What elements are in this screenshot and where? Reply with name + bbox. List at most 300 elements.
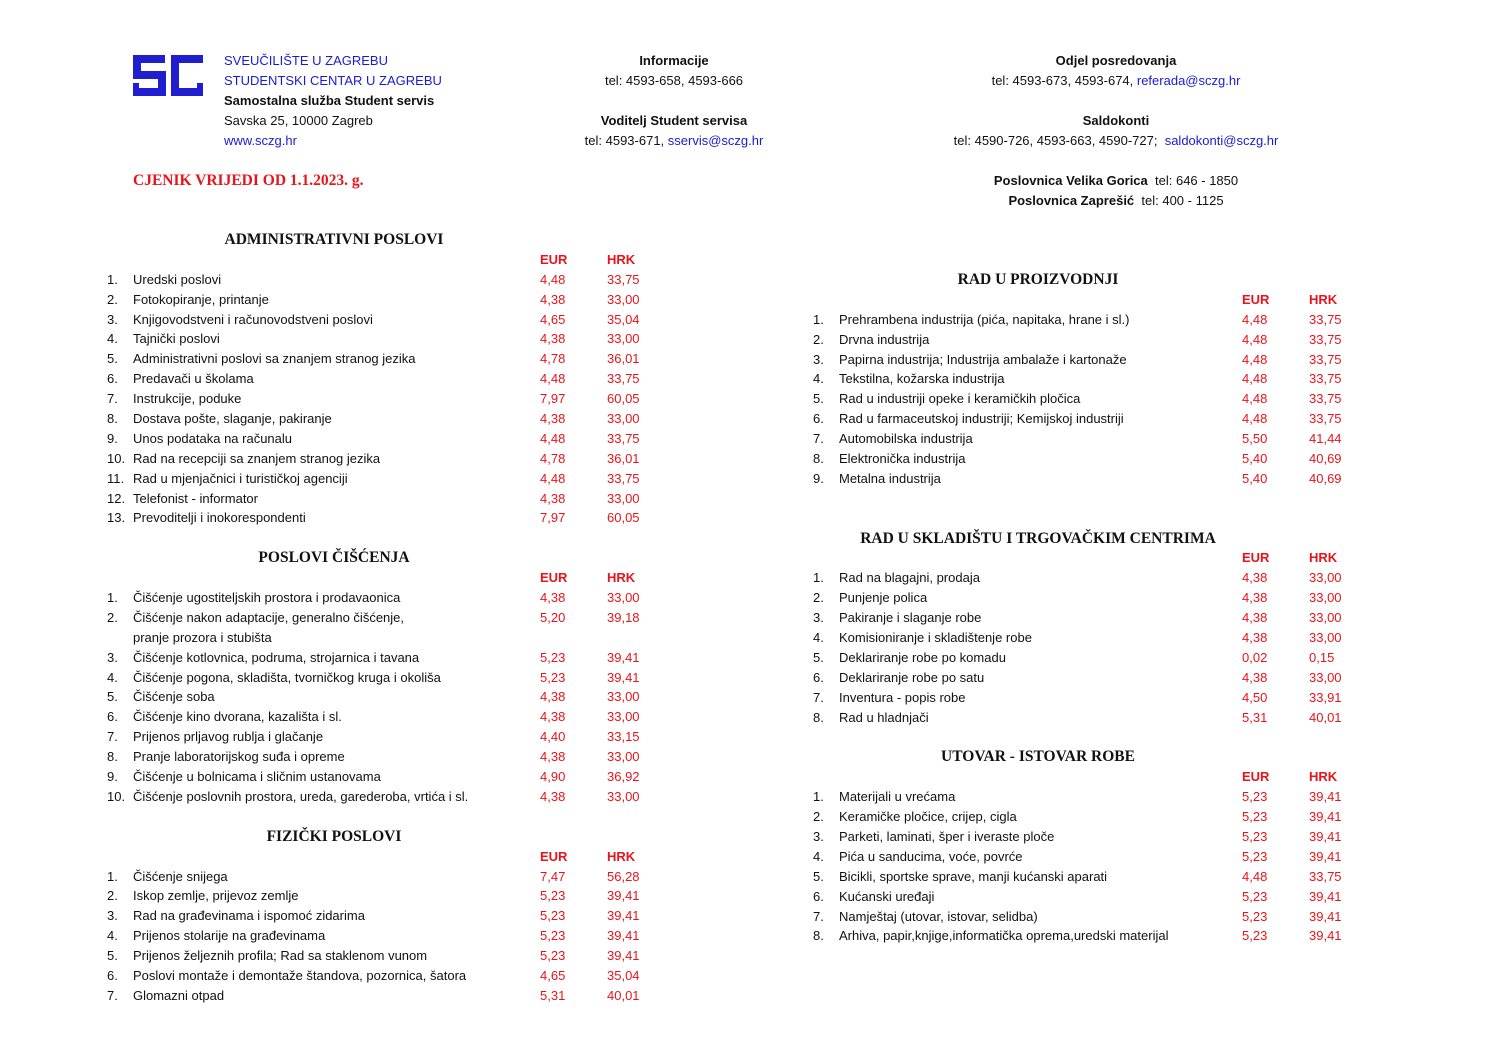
price-row [107, 409, 667, 429]
price-eur: 5,23 [540, 669, 566, 685]
item-number: 8. [107, 411, 118, 427]
price-eur: 5,23 [540, 649, 566, 665]
item-label: Rad na blagajni, prodaja [839, 570, 980, 586]
currency-header-row [813, 767, 1373, 787]
price-row [813, 449, 1373, 469]
price-hrk: 33,00 [607, 689, 640, 705]
price-row [107, 389, 667, 409]
price-hrk: 33,75 [1309, 311, 1342, 327]
price-hrk: 39,18 [607, 609, 640, 625]
item-label: Rad na recepciji sa znanjem stranog jezika [133, 450, 381, 466]
price-row [813, 668, 1373, 688]
item-label: Fotokopiranje, printanje [133, 291, 269, 307]
item-number: 3. [813, 351, 824, 367]
item-number: 6. [107, 709, 118, 725]
item-label: Rad u farmaceutskoj industriji; Kemijskoj industriji [839, 411, 1124, 427]
price-hrk: 35,04 [607, 967, 640, 983]
price-eur: 5,23 [540, 948, 566, 964]
section-title: UTOVAR - ISTOVAR ROBE [941, 748, 1135, 766]
item-label: Parketi, laminati, šper i iveraste ploče [839, 828, 1055, 844]
price-eur: 4,50 [1242, 689, 1268, 705]
item-label: Čišćenje snijega [133, 868, 228, 884]
price-eur: 5,23 [1242, 789, 1268, 805]
item-number: 9. [107, 769, 118, 785]
price-eur: 5,23 [1242, 928, 1268, 944]
price-row [107, 707, 667, 727]
spacer-row [813, 727, 1373, 747]
price-row [107, 787, 667, 807]
eur-header: EUR [1242, 550, 1270, 566]
price-row [813, 867, 1373, 887]
price-hrk: 39,41 [607, 948, 640, 964]
hrk-header: HRK [607, 251, 636, 267]
price-eur: 5,23 [540, 888, 566, 904]
section-title: RAD U PROIZVODNJI [957, 271, 1119, 288]
price-eur: 4,38 [1242, 590, 1268, 606]
price-hrk: 39,41 [1309, 789, 1342, 805]
org-block [224, 51, 442, 151]
item-label: Prijenos željeznih profila; Rad sa staklenom vunom [133, 948, 428, 964]
price-hrk: 35,04 [607, 311, 640, 327]
item-label: Bicikli, sportske sprave, manji kućanski aparati [839, 868, 1108, 884]
price-row [107, 290, 667, 310]
item-number: 4. [107, 331, 118, 347]
price-eur: 4,38 [540, 490, 566, 506]
item-label: Čišćenje ugostiteljskih prostora i prodavaonica [133, 590, 401, 606]
item-label: Deklariranje robe po satu [839, 669, 985, 685]
head-email-link[interactable]: sservis@sczg.hr [667, 133, 764, 148]
sc-logo [133, 55, 203, 96]
price-row [813, 787, 1373, 807]
price-eur: 4,38 [540, 291, 566, 307]
university-name: SVEUČILIŠTE U ZAGREBU [224, 53, 388, 68]
item-label: Materijali u vrećama [839, 789, 956, 805]
price-row [107, 867, 667, 887]
price-eur: 7,97 [540, 510, 566, 526]
info-block [524, 51, 824, 151]
price-eur: 4,48 [540, 430, 566, 446]
item-number: 2. [107, 888, 118, 904]
item-number: 2. [813, 809, 824, 825]
price-hrk: 56,28 [607, 868, 640, 884]
price-hrk: 39,41 [1309, 908, 1342, 924]
spacer-row [107, 807, 667, 827]
head-title: Voditelj Student servisa [600, 113, 748, 128]
item-label: Kućanski uređaji [839, 888, 935, 904]
item-number: 1. [813, 570, 824, 586]
item-label: Čišćenje kotlovnica, podruma, strojarnica i tavana [133, 649, 420, 665]
price-row [107, 966, 667, 986]
price-row [813, 847, 1373, 867]
price-row [107, 429, 667, 449]
item-number: 3. [107, 908, 118, 924]
item-number: 4. [813, 848, 824, 864]
price-hrk: 60,05 [607, 510, 640, 526]
head-tel: tel: 4593-671, [584, 133, 668, 148]
price-hrk: 36,01 [607, 351, 640, 367]
price-eur: 4,48 [1242, 331, 1268, 347]
item-number: 11. [107, 470, 125, 486]
item-label: Prijenos prljavog rublja i glačanje [133, 729, 324, 745]
item-label: Glomazni otpad [133, 987, 225, 1003]
price-hrk: 33,00 [1309, 630, 1342, 646]
item-number: 7. [107, 391, 118, 407]
price-row [107, 886, 667, 906]
price-row [107, 946, 667, 966]
price-validity: CJENIK VRIJEDI OD 1.1.2023. g. [133, 172, 364, 189]
item-number: 1. [107, 868, 118, 884]
item-number: 5. [107, 689, 118, 705]
section-title: FIZIČKI POSLOVI [266, 827, 402, 845]
price-row [107, 270, 667, 290]
item-number: 5. [813, 649, 824, 665]
item-label: Namještaj (utovar, istovar, selidba) [839, 908, 1038, 924]
price-row [107, 648, 667, 668]
eur-header: EUR [1242, 769, 1270, 785]
service-name: Samostalna služba Student servis [224, 93, 435, 108]
left-column [107, 230, 667, 1006]
item-number: 5. [813, 391, 824, 407]
item-number: 12. [107, 490, 126, 506]
item-number: 6. [813, 411, 824, 427]
price-row [107, 469, 667, 489]
item-number: 3. [813, 828, 824, 844]
item-number: 7. [813, 689, 824, 705]
price-eur: 5,23 [1242, 828, 1268, 844]
price-hrk: 33,00 [1309, 669, 1342, 685]
item-label: Komisioniranje i skladištenje robe [839, 630, 1032, 646]
section-heading-row [813, 529, 1373, 549]
saldo-email-link[interactable]: saldokonti@sczg.hr [1164, 133, 1279, 148]
price-row [107, 508, 667, 528]
item-label: Čišćenje pogona, skladišta, tvorničkog kruga i okoliša [133, 669, 441, 685]
item-label: Drvna industrija [839, 331, 930, 347]
zp-office: Poslovnica Zaprešić [1008, 193, 1135, 208]
item-number: 4. [813, 630, 824, 646]
price-row [813, 389, 1373, 409]
price-eur: 7,97 [540, 391, 566, 407]
price-hrk: 33,91 [1309, 689, 1342, 705]
item-label: Administrativni poslovi sa znanjem stranog jezika [133, 351, 416, 367]
item-number: 7. [813, 431, 824, 447]
price-hrk: 41,44 [1309, 431, 1342, 447]
price-eur: 4,48 [540, 470, 566, 486]
price-hrk: 33,15 [607, 729, 640, 745]
price-eur: 4,65 [540, 311, 566, 327]
item-label: Čišćenje nakon adaptacije, generalno čišćenje, [133, 609, 405, 625]
price-row [813, 310, 1373, 330]
eur-header: EUR [1242, 291, 1270, 307]
item-number: 2. [813, 590, 824, 606]
item-label: Instrukcije, poduke [133, 391, 242, 407]
price-hrk: 33,00 [607, 709, 640, 725]
item-label: Pakiranje i slaganje robe [839, 610, 982, 626]
item-number: 6. [107, 967, 118, 983]
item-number: 4. [107, 669, 118, 685]
price-hrk: 33,75 [607, 430, 640, 446]
price-row [813, 827, 1373, 847]
item-number: 5. [107, 948, 118, 964]
item-label: Prevoditelji i inokorespondenti [133, 510, 306, 526]
hrk-header: HRK [1309, 769, 1338, 785]
item-number: 6. [813, 669, 824, 685]
price-hrk: 33,00 [607, 749, 640, 765]
item-number: 5. [813, 868, 824, 884]
item-label: Elektronička industrija [839, 451, 966, 467]
vg-tel: tel: 646 - 1850 [1147, 173, 1239, 188]
price-hrk: 39,41 [1309, 848, 1342, 864]
item-label: Arhiva, papir,knjige,informatička oprema,uredski materijal [839, 928, 1169, 944]
item-label: Keramičke pločice, crijep, cigla [839, 809, 1017, 825]
price-eur: 5,31 [1242, 709, 1268, 725]
section-heading-row [107, 827, 667, 847]
section-title: ADMINISTRATIVNI POSLOVI [224, 231, 444, 248]
item-label: Punjenje polica [839, 590, 928, 606]
hrk-header: HRK [607, 848, 636, 864]
price-row [813, 807, 1373, 827]
item-number: 9. [813, 470, 824, 486]
item-label: Unos podataka na računalu [133, 430, 293, 446]
item-label: Knjigovodstveni i računovodstveni poslovi [133, 311, 373, 327]
saldo-title: Saldokonti [1082, 113, 1150, 128]
price-hrk: 36,01 [607, 450, 640, 466]
item-label: Automobilska industrija [839, 431, 973, 447]
website-link[interactable]: www.sczg.hr [224, 133, 297, 148]
price-hrk: 33,75 [1309, 391, 1342, 407]
price-hrk: 33,00 [607, 411, 640, 427]
price-row [813, 350, 1373, 370]
price-eur: 4,90 [540, 769, 566, 785]
item-label: Iskop zemlje, prijevoz zemlje [133, 888, 299, 904]
item-label: Čišćenje soba [133, 689, 215, 705]
price-row [813, 568, 1373, 588]
price-eur: 5,23 [1242, 908, 1268, 924]
section-title: RAD U SKLADIŠTU I TRGOVAČKIM CENTRIMA [860, 529, 1216, 547]
price-hrk: 40,69 [1309, 470, 1342, 486]
price-hrk: 0,15 [1309, 649, 1335, 665]
price-row [813, 648, 1373, 668]
section-heading-row [813, 270, 1373, 290]
price-eur: 5,23 [1242, 888, 1268, 904]
spacer-row [107, 528, 667, 548]
item-label: Predavači u školama [133, 371, 254, 387]
item-label: Poslovi montaže i demontaže štandova, pozornica, šatora [133, 967, 467, 983]
price-eur: 4,38 [540, 689, 566, 705]
zp-tel: tel: 400 - 1125 [1134, 193, 1224, 208]
item-label: Prijenos stolarije na građevinama [133, 928, 326, 944]
item-number: 9. [107, 430, 118, 446]
price-hrk: 33,00 [607, 331, 640, 347]
price-eur: 4,38 [1242, 630, 1268, 646]
price-hrk: 40,69 [1309, 451, 1342, 467]
eur-header: EUR [540, 848, 568, 864]
price-hrk: 40,01 [607, 987, 640, 1003]
item-label: Čišćenje u bolnicama i sličnim ustanovama [133, 769, 381, 785]
price-eur: 4,38 [1242, 669, 1268, 685]
info-title: Informacije [639, 53, 709, 68]
price-eur: 4,78 [540, 351, 566, 367]
price-eur: 5,40 [1242, 470, 1268, 486]
price-row [813, 907, 1373, 927]
item-number: 8. [813, 928, 824, 944]
price-hrk: 33,75 [607, 271, 640, 287]
price-hrk: 39,41 [1309, 888, 1342, 904]
section-heading-row [813, 747, 1373, 767]
price-hrk: 33,75 [1309, 868, 1342, 884]
price-row-continuation [107, 628, 667, 648]
price-eur: 4,38 [540, 788, 566, 804]
eur-header: EUR [540, 251, 568, 267]
price-hrk: 39,41 [1309, 828, 1342, 844]
price-eur: 4,38 [540, 749, 566, 765]
spacer-row [813, 509, 1373, 529]
price-eur: 4,78 [540, 450, 566, 466]
item-number: 6. [813, 888, 824, 904]
item-label: Inventura - popis robe [839, 689, 966, 705]
item-number: 1. [813, 789, 824, 805]
item-number: 10. [107, 450, 126, 466]
currency-header-row [813, 290, 1373, 310]
odjel-email-link[interactable]: referada@sczg.hr [1136, 73, 1241, 88]
price-eur: 7,47 [540, 868, 566, 884]
item-number: 4. [813, 371, 824, 387]
item-number: 8. [107, 749, 118, 765]
price-hrk: 33,00 [607, 590, 640, 606]
price-eur: 4,48 [1242, 371, 1268, 387]
section-heading-row [107, 548, 667, 568]
price-row [813, 429, 1373, 449]
section-title: POSLOVI ČIŠĆENJA [258, 549, 410, 567]
price-row [813, 688, 1373, 708]
price-hrk: 33,75 [1309, 371, 1342, 387]
center-name: STUDENTSKI CENTAR U ZAGREBU [224, 73, 442, 88]
price-eur: 5,23 [1242, 848, 1268, 864]
address: Savska 25, 10000 Zagreb [224, 113, 373, 128]
price-hrk: 33,00 [1309, 610, 1342, 626]
contacts-block [866, 51, 1366, 211]
item-label: Telefonist - informator [133, 490, 258, 506]
price-eur: 4,65 [540, 967, 566, 983]
item-label: Čišćenje kino dvorana, kazališta i sl. [133, 709, 342, 725]
item-number: 2. [107, 609, 118, 625]
price-row [813, 369, 1373, 389]
item-label: Metalna industrija [839, 470, 941, 486]
item-number: 1. [107, 271, 118, 287]
price-eur: 5,20 [540, 609, 566, 625]
item-number: 7. [107, 987, 118, 1003]
price-eur: 4,48 [1242, 311, 1268, 327]
item-label: Rad u hladnjači [839, 709, 929, 725]
price-hrk: 39,41 [607, 888, 640, 904]
currency-header-row [813, 548, 1373, 568]
price-row [813, 608, 1373, 628]
price-row [107, 608, 667, 628]
price-row [107, 687, 667, 707]
price-row [107, 986, 667, 1006]
price-row [813, 708, 1373, 728]
odjel-tel: tel: 4593-673, 4593-674, [991, 73, 1137, 88]
price-eur: 4,48 [1242, 351, 1268, 367]
price-row [107, 588, 667, 608]
price-eur: 4,38 [540, 331, 566, 347]
price-hrk: 39,41 [1309, 809, 1342, 825]
item-label: Rad u industriji opeke i keramičkih pločica [839, 391, 1081, 407]
price-row [107, 329, 667, 349]
currency-header-row [107, 250, 667, 270]
item-label: Tekstilna, kožarska industrija [839, 371, 1005, 387]
vg-office: Poslovnica Velika Gorica [993, 173, 1148, 188]
price-row [813, 887, 1373, 907]
price-eur: 5,50 [1242, 431, 1268, 447]
price-eur: 4,48 [1242, 411, 1268, 427]
price-eur: 4,38 [540, 411, 566, 427]
price-hrk: 33,75 [607, 371, 640, 387]
right-column [813, 270, 1373, 946]
spacer-row [813, 489, 1373, 509]
price-row [813, 330, 1373, 350]
price-row [107, 926, 667, 946]
item-number: 2. [813, 331, 824, 347]
price-hrk: 33,00 [607, 291, 640, 307]
item-number: 6. [107, 371, 118, 387]
price-eur: 5,31 [540, 987, 566, 1003]
price-eur: 4,48 [540, 371, 566, 387]
price-hrk: 33,75 [1309, 331, 1342, 347]
price-eur: 4,48 [1242, 391, 1268, 407]
currency-header-row [107, 568, 667, 588]
item-number: 1. [813, 311, 824, 327]
price-hrk: 33,75 [1309, 351, 1342, 367]
info-tel: tel: 4593-658, 4593-666 [604, 73, 744, 88]
item-number: 1. [107, 590, 118, 606]
section-heading-row [107, 230, 667, 250]
item-label: Čišćenje poslovnih prostora, ureda, garederoba, vrtića i sl. [133, 788, 469, 804]
price-row [107, 906, 667, 926]
price-eur: 5,40 [1242, 451, 1268, 467]
price-hrk: 40,01 [1309, 709, 1342, 725]
item-label: Dostava pošte, slaganje, pakiranje [133, 411, 332, 427]
price-hrk: 33,75 [607, 470, 640, 486]
price-row [107, 349, 667, 369]
item-number: 4. [107, 928, 118, 944]
item-label: Pranje laboratorijskog suđa i opreme [133, 749, 345, 765]
price-hrk: 33,75 [1309, 411, 1342, 427]
price-hrk: 60,05 [607, 391, 640, 407]
price-row [107, 668, 667, 688]
price-eur: 4,48 [1242, 868, 1268, 884]
hrk-header: HRK [607, 570, 636, 586]
item-label-continuation: pranje prozora i stubišta [133, 629, 272, 645]
price-row [107, 747, 667, 767]
price-hrk: 39,41 [1309, 928, 1342, 944]
price-hrk: 33,00 [607, 490, 640, 506]
odjel-title: Odjel posredovanja [1055, 53, 1177, 68]
price-eur: 4,38 [540, 709, 566, 725]
price-row [813, 926, 1373, 946]
eur-header: EUR [540, 570, 568, 586]
price-row [107, 369, 667, 389]
price-eur: 5,23 [1242, 809, 1268, 825]
item-number: 13. [107, 510, 126, 526]
item-number: 5. [107, 351, 118, 367]
item-number: 7. [813, 908, 824, 924]
price-row [107, 767, 667, 787]
price-eur: 4,40 [540, 729, 566, 745]
price-hrk: 33,00 [1309, 590, 1342, 606]
price-hrk: 33,00 [1309, 570, 1342, 586]
price-eur: 4,48 [540, 271, 566, 287]
hrk-header: HRK [1309, 291, 1338, 307]
